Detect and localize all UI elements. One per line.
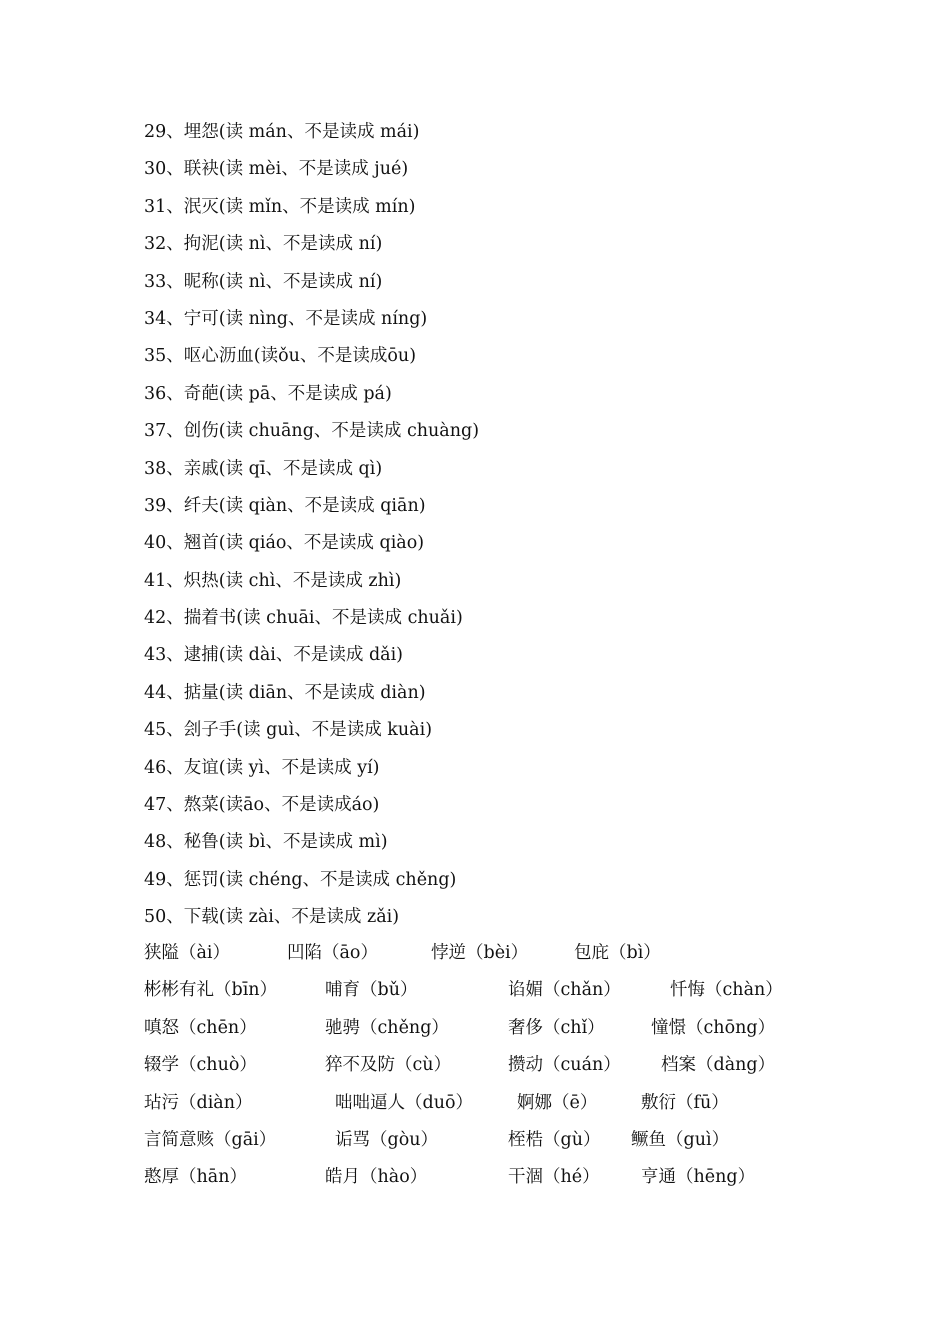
grid-row (144, 1163, 844, 1200)
list-item: 48、秘鲁(读 bì、不是读成 mì) (144, 832, 388, 853)
grid-cell: 辍学（chuò） (144, 1055, 257, 1076)
grid-cell: 彬彬有礼（bīn） (144, 980, 278, 1001)
list-item: 42、揣着书(读 chuāi、不是读成 chuǎi) (144, 608, 463, 629)
list-item: 37、创伤(读 chuāng、不是读成 chuàng) (144, 421, 480, 442)
list-item: 39、纤夫(读 qiàn、不是读成 qiān) (144, 495, 426, 516)
grid-cell: 玷污（diàn） (144, 1092, 253, 1113)
grid-cell: 嗔怒（chēn） (144, 1017, 257, 1038)
grid-cell: 凹陷（āo） (287, 943, 378, 963)
grid-cell: 亨通（hēng） (641, 1167, 756, 1188)
grid-cell: 哺育（bǔ） (325, 980, 418, 1001)
list-item: 43、逮捕(读 dài、不是读成 dǎi) (144, 645, 404, 666)
word-pronunciation-grid (144, 939, 844, 1201)
grid-cell: 言简意赅（gāi） (144, 1129, 277, 1150)
grid-cell: 婀娜（ē） (517, 1092, 598, 1113)
list-item: 34、宁可(读 nìng、不是读成 níng) (144, 308, 428, 329)
grid-cell: 鳜鱼（guì） (631, 1129, 730, 1150)
list-item: 44、掂量(读 diān、不是读成 diàn) (144, 682, 426, 703)
grid-row (144, 976, 844, 1013)
grid-row (144, 1014, 844, 1051)
grid-cell: 桎梏（gù） (508, 1129, 601, 1150)
grid-cell: 憨厚（hān） (144, 1167, 247, 1188)
grid-cell: 驰骋（chěng） (325, 1017, 449, 1038)
grid-cell: 包庇（bì） (574, 943, 661, 963)
grid-cell: 狭隘（ài） (144, 943, 231, 963)
grid-row (144, 1126, 844, 1163)
grid-cell: 憧憬（chōng） (651, 1017, 776, 1038)
grid-cell: 攒动（cuán） (508, 1055, 621, 1076)
list-item: 35、呕心沥血(读ǒu、不是读成ōu) (144, 346, 417, 367)
grid-cell: 谄媚（chǎn） (508, 980, 621, 1001)
grid-row (144, 1089, 844, 1126)
list-item: 38、亲戚(读 qī、不是读成 qì) (144, 458, 383, 479)
numbered-pronunciation-list (144, 118, 479, 941)
list-item: 49、惩罚(读 chéng、不是读成 chěng) (144, 869, 457, 890)
grid-cell: 咄咄逼人（duō） (335, 1092, 474, 1113)
list-item: 45、刽子手(读 guì、不是读成 kuài) (144, 720, 433, 741)
list-item: 41、炽热(读 chì、不是读成 zhì) (144, 570, 402, 591)
grid-cell: 奢侈（chǐ） (508, 1017, 605, 1038)
grid-cell: 忏悔（chàn） (670, 980, 783, 1001)
list-item: 46、友谊(读 yì、不是读成 yí) (144, 757, 380, 778)
list-item: 50、下载(读 zài、不是读成 zǎi) (144, 907, 400, 928)
grid-row (144, 1051, 844, 1088)
list-item: 40、翘首(读 qiáo、不是读成 qiào) (144, 533, 425, 554)
list-item: 36、奇葩(读 pā、不是读成 pá) (144, 383, 392, 404)
grid-cell: 敷衍（fū） (641, 1092, 729, 1113)
list-item: 29、埋怨(读 mán、不是读成 mái) (144, 122, 420, 142)
grid-cell: 猝不及防（cù） (325, 1055, 452, 1076)
list-item: 30、联袂(读 mèi、不是读成 jué) (144, 159, 409, 180)
list-item: 32、拘泥(读 nì、不是读成 ní) (144, 234, 383, 255)
list-item: 31、泯灭(读 mǐn、不是读成 mín) (144, 196, 416, 217)
grid-cell: 干涸（hé） (508, 1167, 600, 1188)
grid-cell: 皓月（hào） (325, 1167, 428, 1188)
grid-cell: 档案（dàng） (661, 1055, 776, 1076)
grid-cell: 悖逆（bèi） (431, 943, 529, 963)
list-item: 47、熬菜(读āo、不是读成áo) (144, 795, 380, 816)
grid-cell: 诟骂（gòu） (335, 1129, 439, 1150)
list-item: 33、昵称(读 nì、不是读成 ní) (144, 271, 383, 292)
grid-row (144, 939, 844, 976)
